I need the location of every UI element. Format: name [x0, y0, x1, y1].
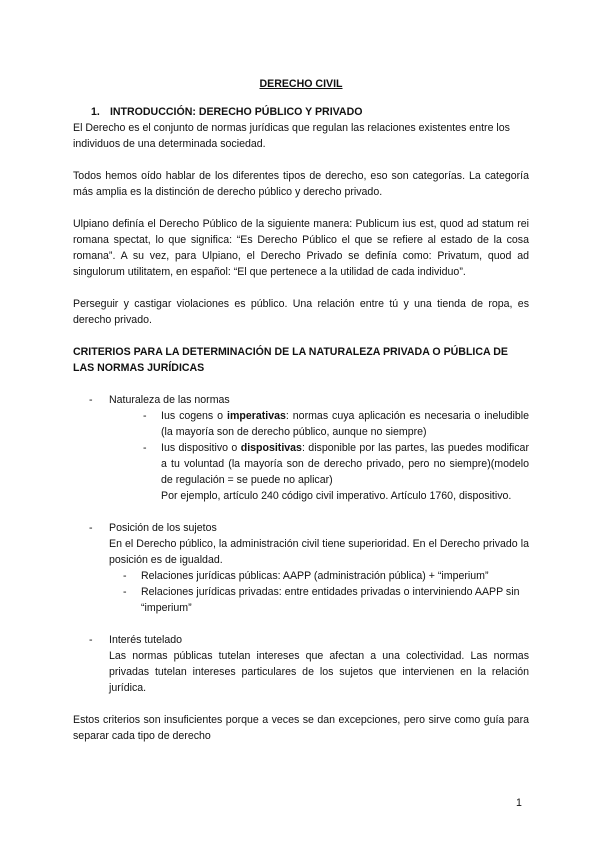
paragraph-categories: Todos hemos oído hablar de los diferentes tipos de derecho, eso son categorías. La categoría más amplia es la distinción de derecho público y derecho privado.	[73, 170, 529, 198]
sub-item-imperative-post: : normas cuya aplicación es necesaria o ineludible (la mayoría son de derecho público, aunque no siempre)	[161, 410, 530, 438]
criteria-list	[73, 392, 529, 504]
document-page	[73, 76, 529, 744]
paragraph-conclusion: Estos criterios son insuficientes porque a veces se dan excepciones, pero sirve como guía para separar cada tipo de derecho	[73, 714, 529, 742]
section-1-title: INTRODUCCIÓN: DERECHO PÚBLICO Y PRIVADO	[109, 106, 363, 118]
criterion-nature-label: Naturaleza de las normas	[109, 394, 230, 406]
criterion-interest-label: Interés tutelado	[109, 634, 183, 646]
criterion-position-text: En el Derecho público, la administración civil tiene superioridad. En el Derecho privado la posición es de igualdad.	[109, 538, 529, 566]
criterion-nature	[89, 392, 529, 504]
sub-item-dispositive	[143, 440, 529, 504]
paragraph-definition: El Derecho es el conjunto de normas jurídicas que regulan las relaciones existentes entre los individuos de una determinada sociedad.	[73, 122, 510, 150]
sub-item-dispositive-example: Por ejemplo, artículo 240 código civil imperativo. Artículo 1760, dispositivo.	[161, 490, 512, 502]
sub-item-dispositive-post: : disponible por las partes, las puedes modificar a tu voluntad (la mayoría son de derecho privado, pero no siempre)(modelo de regulación = se puede no aplicar)	[161, 442, 529, 486]
sub-item-dispositive-bold: dispositivas	[240, 442, 302, 454]
sub-item-public-relations: - Relaciones jurídicas públicas: AAPP (administración pública) + “imperium”	[123, 568, 529, 584]
section-2-heading: CRITERIOS PARA LA DETERMINACIÓN DE LA NATURALEZA PRIVADA O PÚBLICA DE LAS NORMAS JURÍDICAS	[73, 346, 508, 374]
sub-item-imperative-bold: imperativas	[227, 410, 286, 422]
paragraph-example: Perseguir y castigar violaciones es público. Una relación entre tú y una tienda de ropa, es derecho privado.	[73, 298, 529, 326]
sub-item-dispositive-pre: Ius dispositivo o	[161, 442, 241, 454]
sub-item-imperative-pre: Ius cogens o	[161, 410, 228, 422]
criterion-interest	[89, 632, 529, 696]
criterion-nature-sublist	[109, 408, 529, 504]
sub-item-private-relations: - Relaciones jurídicas privadas: entre entidades privadas o interviniendo AAPP sin “imperium”	[123, 584, 529, 616]
page-number: 1	[516, 797, 522, 809]
criterion-interest-text: Las normas públicas tutelan intereses que afectan a una colectividad. Las normas privadas tutelan intereses particulares de los sujetos que intervienen en la relación jurídica.	[109, 650, 529, 694]
criterion-position	[89, 520, 529, 616]
section-1-number: 1.	[91, 106, 100, 118]
criterion-position-label: Posición de los sujetos	[109, 522, 217, 534]
paragraph-ulpiano: Ulpiano definía el Derecho Público de la siguiente manera: Publicum ius est, quod ad statum rei romana spectat, lo que significa: “Es Derecho Público el que se refiere al estado de la cosa romana”. A su vez, para Ulpiano, el Derecho Privado se definía como: Privatum, quod ad singulorum utilitatem, en español: “El que pertenece a la utilidad de cada individuo”.	[73, 218, 529, 278]
section-1-heading	[73, 104, 529, 120]
sub-item-imperative	[143, 408, 529, 440]
criterion-position-sublist	[109, 568, 529, 616]
criteria-list-3	[73, 632, 529, 696]
criteria-list-2	[73, 520, 529, 616]
document-title: DERECHO CIVIL	[259, 78, 343, 90]
